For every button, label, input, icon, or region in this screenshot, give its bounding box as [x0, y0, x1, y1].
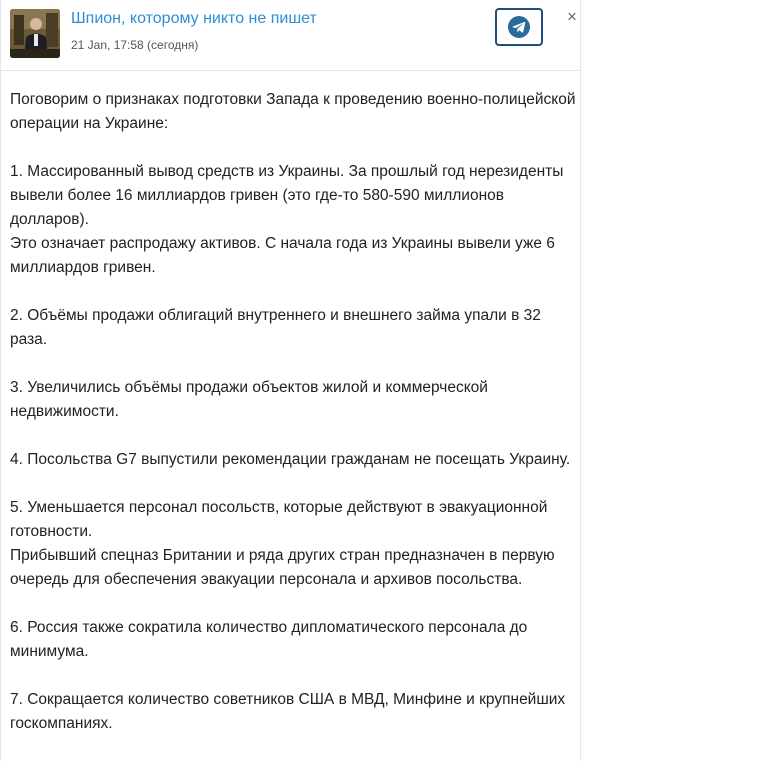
channel-avatar[interactable]	[10, 9, 60, 58]
post-paragraph: 5. Уменьшается персонал посольств, которые действуют в эвакуационной готовности.	[10, 499, 548, 540]
post-paragraph: Это означает распродажу активов. С начала года из Украины вывели уже 6 миллиардов гривен.	[10, 235, 555, 276]
post-paragraph: Прибывший спецназ Британии и ряда других стран предназначен в первую очередь для обеспечения эвакуации персонала и архивов посольства.	[10, 547, 555, 588]
channel-title[interactable]: Шпион, которому никто не пишет	[71, 10, 317, 27]
post-paragraph: 4. Посольства G7 выпустили рекомендации гражданам не посещать Украину.	[10, 451, 571, 468]
open-in-telegram-button[interactable]	[495, 8, 543, 46]
post-paragraph: 3. Увеличились объёмы продажи объектов жилой и коммерческой недвижимости.	[10, 379, 488, 420]
telegram-icon	[508, 16, 530, 38]
post-header	[1, 0, 580, 71]
close-button[interactable]: ×	[567, 7, 577, 26]
post-paragraph: 7. Сокращается количество советников США в МВД, Минфине и крупнейших госкомпаниях.	[10, 691, 566, 732]
post-paragraph: 6. Россия также сократила количество дипломатического персонала до минимума.	[10, 619, 528, 660]
post-date: 21 Jan, 17:58 (сегодня)	[71, 38, 199, 52]
post-paragraph: 2. Объёмы продажи облигаций внутреннего и внешнего займа упали в 32 раза.	[10, 307, 541, 348]
avatar-image	[10, 9, 60, 58]
post-paragraph: 1. Массированный вывод средств из Украины. За прошлый год нерезиденты вывели более 16 миллиардов гривен (это где-то 580-590 миллионов долларов).	[10, 163, 564, 228]
post-text	[10, 88, 576, 760]
post-paragraph: Поговорим о признаках подготовки Запада к проведению военно-полицейской операции на Украине:	[10, 91, 576, 132]
